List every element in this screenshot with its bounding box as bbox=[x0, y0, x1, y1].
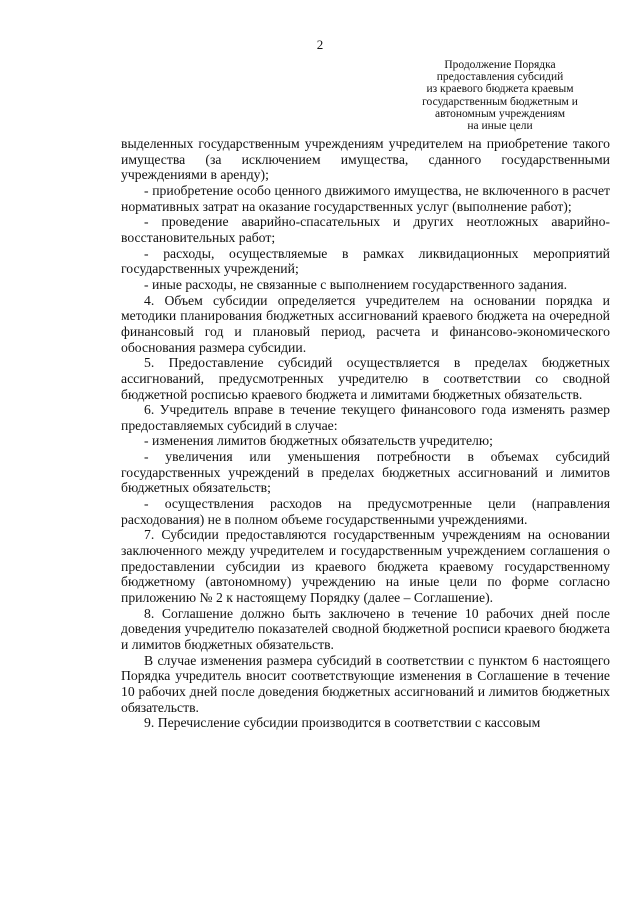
header-line: автономным учреждениям bbox=[434, 107, 566, 120]
paragraph: 8. Соглашение должно быть заключено в течение 10 рабочих дней после доведения учредителю показателей сводной бюджетной росписи краевого бюджета и лимитов бюджетных обязательств. bbox=[121, 605, 610, 652]
document-header bbox=[400, 59, 600, 132]
header-line: Продолжение Порядка bbox=[444, 59, 556, 71]
list-item: - расходы, осуществляемые в рамках ликвидационных мероприятий государственных учреждений; bbox=[121, 245, 610, 277]
document-body bbox=[121, 136, 610, 731]
list-item: - осуществления расходов на предусмотренные цели (направления расходования) не в полном объеме государственными учреждениями. bbox=[121, 496, 610, 527]
list-item: - увеличения или уменьшения потребности в объемах субсидий государственных учреждений в пределах бюджетных ассигнований и лимитов бюджетных обязательств; bbox=[121, 449, 610, 496]
paragraph: 7. Субсидии предоставляются государственным учреждениям на основании заключенного между учредителем и государственным учреждением соглашения о предоставлении субсидии из краевого бюджета краевому государственному бюджетному (автономному) учреждению на иные цели по форме согласно приложению № 2 к настоящему Порядку (далее – Соглашение). bbox=[121, 527, 610, 606]
header-line: предоставления субсидий bbox=[436, 71, 564, 84]
list-item: - изменения лимитов бюджетных обязательств учредителю; bbox=[144, 433, 493, 449]
page-number: 2 bbox=[316, 37, 324, 52]
header-line: на иные цели bbox=[467, 120, 533, 133]
list-item: - проведение аварийно-спасательных и других неотложных аварийно-восстановительных работ; bbox=[121, 214, 610, 245]
header-line: из краевого бюджета краевым bbox=[426, 83, 574, 96]
paragraph: В случае изменения размера субсидий в соответствии с пунктом 6 настоящего Порядка учредитель вносит соответствующие изменения в Соглашение в течение 10 рабочих дней после доведения бюджетных ассигнований и лимитов бюджетных обязательств. bbox=[121, 652, 610, 715]
paragraph: выделенных государственным учреждениям учредителем на приобретение такого имущества (за исключением имущества, сданного государственными учреждениями в аренду); bbox=[121, 136, 610, 183]
list-item: - иные расходы, не связанные с выполнением государственного задания. bbox=[144, 276, 568, 292]
paragraph: 5. Предоставление субсидий осуществляется в пределах бюджетных ассигнований, предусмотренных учредителю в соответствии со сводной бюджетной росписью краевого бюджета и лимитами бюджетных обязательств. bbox=[121, 355, 610, 402]
paragraph: 6. Учредитель вправе в течение текущего финансового года изменять размер предоставляемых субсидий в случае: bbox=[121, 402, 610, 433]
list-item: - приобретение особо ценного движимого имущества, не включенного в расчет нормативных затрат на оказание государственных услуг (выполнение работ); bbox=[121, 182, 610, 214]
header-line: государственным бюджетным и bbox=[422, 95, 578, 108]
paragraph: 9. Перечисление субсидии производится в соответствии с кассовым bbox=[144, 715, 541, 731]
paragraph: 4. Объем субсидии определяется учредителем на основании порядка и методики планирования бюджетных ассигнований краевого бюджета на очередной финансовый год и плановый период, расчета и финансово-экономического обоснования размера субсидии. bbox=[121, 292, 610, 355]
